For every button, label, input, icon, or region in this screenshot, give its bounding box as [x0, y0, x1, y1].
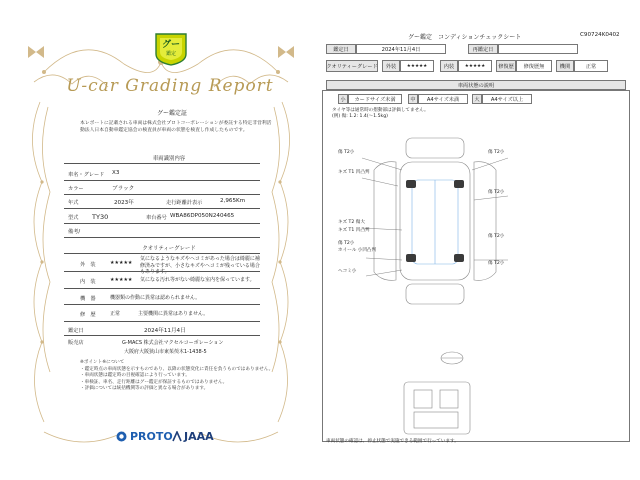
- model-value: X3: [112, 170, 120, 176]
- note-item: ・車検証、車名、走行距離はグー鑑定が保証するものではありません。: [80, 379, 228, 385]
- damage-label: 傷 T2小: [488, 190, 505, 195]
- quality-header: クオリティーグレード: [142, 246, 196, 252]
- year-label: 年式: [68, 200, 79, 206]
- exterior-text: 気になるようなキズやヘコミがあった場合は綺麗に補修済みですが、小さなキズやヘコミが残っている場合もあります。: [140, 256, 260, 275]
- damage-label: キズ T1 凹凸判: [338, 228, 370, 233]
- proto-text: PROTO: [130, 430, 173, 443]
- ext-label: 外装: [382, 60, 400, 72]
- legend-example: (例) 傷: 1.2: 1.4(〜1.5kg): [332, 114, 388, 119]
- divider: [64, 321, 260, 322]
- jaaa-logo: [172, 430, 214, 443]
- exterior-label: 外 装: [80, 262, 96, 268]
- date-label: 鑑定日: [68, 328, 84, 334]
- date-value: 2024年11月4日: [144, 328, 186, 334]
- type-value: TY30: [92, 213, 109, 221]
- damage-label: キズ T1 凹凸判: [338, 170, 370, 175]
- model-label: 車名・グレード: [68, 172, 105, 178]
- mileage-value: 2,965Km: [220, 198, 246, 204]
- sheet-footer-note: 車両状態の確認は、停止状態で実施できる範囲で行っています。: [326, 439, 459, 444]
- vin-value: WBA86DP050N240465: [170, 213, 235, 219]
- legend-small: 小: [338, 94, 348, 104]
- legend-note: タイヤ等は通常時の摺動部は評価してません。: [332, 108, 429, 113]
- divider: [64, 237, 260, 238]
- jaaa-text: JAAA: [184, 430, 214, 443]
- certificate-subtitle: グー鑑定証: [156, 110, 187, 117]
- divider: [64, 223, 260, 224]
- grading-certificate: [14, 12, 308, 468]
- quality-label: クオリティーグレード: [326, 60, 378, 72]
- interior-label: 内 装: [80, 279, 96, 285]
- note-item: ・評価については統括機関等の評価と異なる場合があります。: [80, 386, 209, 391]
- sheet-id: C90724K0402: [580, 32, 620, 38]
- notes-block: [80, 360, 280, 393]
- sheet-title: グー鑑定 コンディションチェックシート: [408, 34, 522, 41]
- divider: [64, 180, 260, 181]
- legend-large-text: A4サイズ以上: [482, 94, 532, 104]
- repair-label: 修 歴: [80, 312, 96, 318]
- interior-text: 気になる汚れ等がない綺麗な室内を保っています。: [140, 277, 255, 283]
- int-label: 内装: [440, 60, 458, 72]
- divider: [64, 304, 260, 305]
- year-value: 2023年: [114, 200, 134, 206]
- damage-label: 傷 T2小: [488, 234, 505, 239]
- dealer-address: 大阪府大阪狭山市東茱萸木1-1438-5: [124, 349, 207, 355]
- legend-medium: 中: [408, 94, 418, 104]
- date-label: 鑑定日: [326, 44, 356, 54]
- notes-title: ※ポイント※について: [80, 360, 125, 365]
- note-item: ・鑑定時点の車両状態を示すものであり、以降の状態変化に責任を負うものではありません。: [80, 366, 274, 372]
- repair-value: 修復歴無: [516, 60, 552, 72]
- jaaa-mark-icon: [172, 431, 182, 442]
- color-label: カラー: [68, 186, 84, 192]
- mech-label: 機関: [556, 60, 574, 72]
- condition-check-sheet: [322, 28, 630, 448]
- divider: [64, 253, 260, 254]
- certificate-title: U-car Grading Report: [66, 76, 274, 96]
- repair-label: 修復歴: [496, 60, 516, 72]
- mechanical-value: 機器類の作動に異常は認められません。: [110, 295, 201, 301]
- legend-large: 大: [472, 94, 482, 104]
- damage-label: 傷 T2小: [488, 150, 505, 155]
- note-item: ・車両状態は鑑定時の目視確認により行っています。: [80, 373, 190, 378]
- type-label: 型式: [68, 215, 79, 221]
- proto-logo: [116, 430, 173, 443]
- divider: [64, 163, 260, 164]
- int-stars: ★★★★★: [458, 60, 492, 72]
- interior-stars: ★★★★★: [110, 277, 133, 283]
- dealer-value: G-MACS 株式会社マクセルコーポレーション: [122, 340, 224, 346]
- damage-label: 傷 T2小: [488, 261, 505, 266]
- damage-label: 傷 T2小: [338, 150, 355, 155]
- legend-small-text: カードサイズ未満: [348, 94, 402, 104]
- logo-text: グー: [161, 40, 180, 50]
- damage-label: 傷 T2小: [338, 241, 355, 246]
- repair-status: 正常: [110, 311, 121, 317]
- mileage-label: 走行距離計表示: [166, 200, 203, 206]
- damage-label: キズ T2 傷大: [338, 220, 365, 225]
- recheck-label: 再鑑定日: [468, 44, 498, 54]
- exterior-stars: ★★★★★: [110, 260, 133, 266]
- recheck-value: [498, 44, 578, 54]
- repair-value: 主要機関に異常はありません。: [138, 311, 209, 317]
- divider: [64, 288, 260, 289]
- certificate-intro: 本レポートに記載される車両は株式会社プロトコーポレーションが委託する特定非営利活動法人日本自動車鑑定協会の検査員が車両の状態を検査し作成したものです。: [80, 121, 272, 133]
- damage-label: ヘコミ小: [338, 269, 357, 274]
- state-title: 車両状態の説明: [326, 80, 626, 90]
- remarks-label: 備考/: [68, 229, 81, 235]
- logo-subtext: 鑑定: [165, 51, 176, 57]
- mechanical-label: 機 器: [80, 296, 96, 302]
- divider: [64, 194, 260, 195]
- dealer-label: 販売店: [68, 340, 84, 346]
- divider: [64, 271, 260, 272]
- date-value: 2024年11月4日: [356, 44, 446, 54]
- mech-value: 正常: [574, 60, 608, 72]
- damage-label: ホイール 小凹凸判: [338, 248, 377, 253]
- ext-stars: ★★★★★: [400, 60, 434, 72]
- goo-logo: [152, 32, 190, 66]
- vin-label: 車台番号: [146, 215, 167, 221]
- legend-medium-text: A4サイズ未満: [418, 94, 468, 104]
- color-value: ブラック: [112, 186, 135, 192]
- divider: [64, 208, 260, 209]
- proto-mark-icon: [116, 431, 127, 442]
- divider: [64, 335, 260, 336]
- vehicle-header: 車両識別内容: [152, 156, 186, 162]
